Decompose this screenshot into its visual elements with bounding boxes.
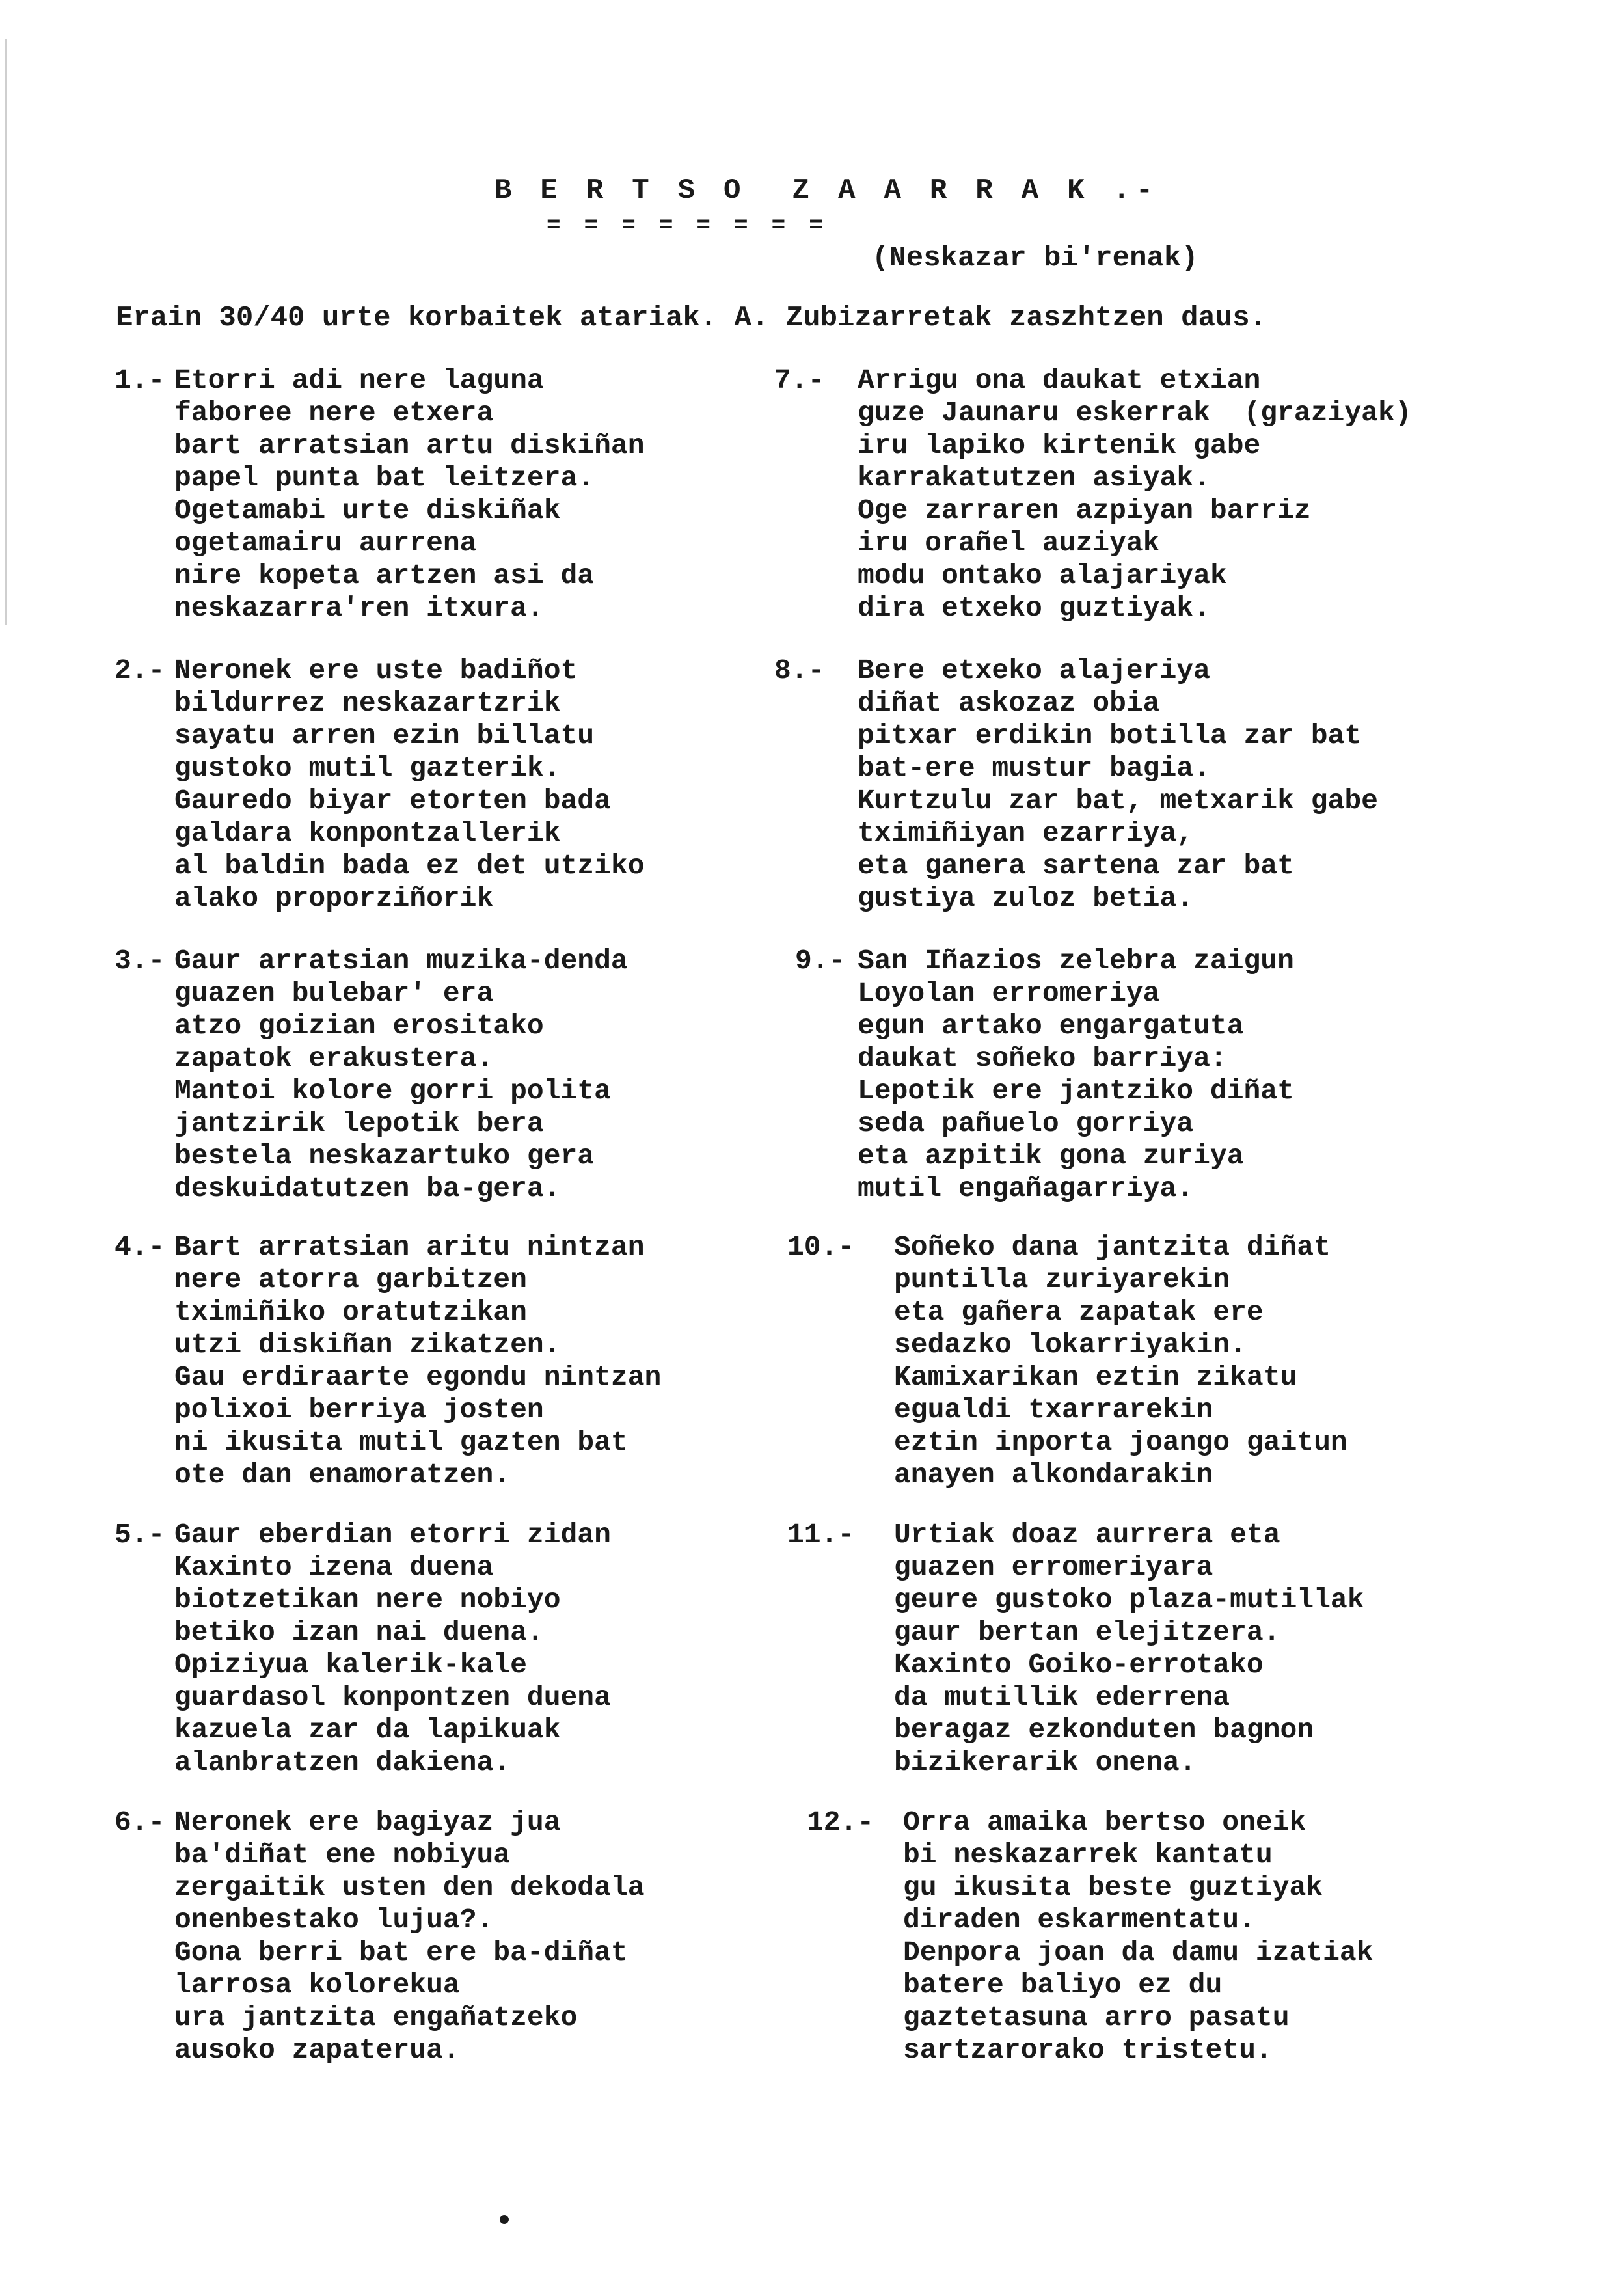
verse-line: bizikerarik onena. [894,1746,1197,1778]
stanza-number: 9.- [795,945,846,977]
verse-line: karrakatutzen asiyak. [858,462,1210,494]
verse-line: gaur bertan elejitzera. [894,1616,1280,1648]
verse-line: alako proporziñorik [174,882,494,914]
verse-line: egualdi txarrarekin [894,1394,1213,1426]
verse-line: onenbestako lujua?. [174,1904,494,1936]
stanza-12 [807,1806,1594,2080]
verse-line: ausoko zapaterua. [174,2034,460,2066]
verse-line: guardasol konpontzen duena [174,1681,611,1713]
stanza-number: 3.- [115,945,165,977]
verse-line: Ogetamabi urte diskiñak [174,495,561,526]
verse-line: eztin inporta joango gaitun [894,1426,1347,1458]
verse-line: gustiya zuloz betia. [858,882,1194,914]
stanza-lines [894,1519,1364,1779]
verse-line: alanbratzen dakiena. [174,1746,511,1778]
verse-line: guazen erromeriyara [894,1551,1213,1583]
verse-line: Soñeko dana jantzita diñat [894,1231,1331,1263]
verse-line: eta azpitik gona zuriya [858,1140,1244,1172]
verse-line: Etorri adi nere laguna [174,364,544,396]
verse-line: bart arratsian artu diskiñan [174,429,645,461]
verse-line: modu ontako alajariyak [858,560,1227,591]
verse-line: bestela neskazartuko gera [174,1140,595,1172]
verse-line: zergaitik usten den dekodala [174,1871,645,1903]
verse-line: seda pañuelo gorriya [858,1107,1194,1139]
verse-line: da mutillik ederrena [894,1681,1230,1713]
verse-line: Neronek ere bagiyaz jua [174,1806,561,1838]
verse-line: pitxar erdikin botilla zar bat [858,720,1362,752]
stanza-number: 5.- [115,1519,165,1551]
title-underline: = = = = = = = = [547,212,828,239]
verse-line: Oge zarraren azpiyan barriz [858,495,1311,526]
stanza-number: 2.- [115,655,165,686]
stanza-2 [115,655,765,928]
verse-line: bat-ere mustur bagia. [858,752,1210,784]
verse-line: jantzirik lepotik bera [174,1107,544,1139]
stanza-number: 8.- [774,655,825,686]
stanza-6 [115,1806,765,2080]
verse-line: papel punta bat leitzera. [174,462,595,494]
verse-line: Kaxinto izena duena [174,1551,494,1583]
stanza-8 [774,655,1594,928]
stanza-lines [858,655,1378,915]
stanza-lines [174,945,628,1205]
verse-line: guze Jaunaru eskerrak (graziyak) [858,397,1412,429]
verse-line: Kurtzulu zar bat, metxarik gabe [858,785,1378,817]
verse-line: Opiziyua kalerik-kale [174,1649,527,1681]
verse-line: egun artako engargatuta [858,1010,1244,1042]
stanza-number: 1.- [115,364,165,396]
verse-line: geure gustoko plaza-mutillak [894,1584,1364,1616]
verse-line: bi neskazarrek kantatu [903,1839,1273,1871]
verse-line: galdara konpontzallerik [174,817,561,849]
verse-line: bildurrez neskazartzrik [174,687,561,719]
verse-line: Gaur eberdian etorri zidan [174,1519,611,1551]
verse-line: sedazko lokarriyakin. [894,1329,1247,1361]
verse-line: tximiñiyan ezarriya, [858,817,1194,849]
verse-line: Kaxinto Goiko-errotako [894,1649,1264,1681]
verse-line: larrosa kolorekua [174,1969,460,2001]
verse-line: ni ikusita mutil gazten bat [174,1426,628,1458]
verse-line: eta gañera zapatak ere [894,1296,1264,1328]
verse-line: Gona berri bat ere ba-diñat [174,1936,628,1968]
verse-line: Urtiak doaz aurrera eta [894,1519,1280,1551]
verse-line: Denpora joan da damu izatiak [903,1936,1374,1968]
verse-line: San Iñazios zelebra zaigun [858,945,1294,977]
verse-line: ura jantzita engañatzeko [174,2002,578,2033]
verse-line: daukat soñeko barriya: [858,1042,1227,1074]
stanza-9 [795,945,1595,1218]
verse-line: deskuidatutzen ba-gera. [174,1173,561,1204]
verse-line: puntilla zuriyarekin [894,1264,1230,1296]
verse-line: nire kopeta artzen asi da [174,560,595,591]
verse-line: Loyolan erromeriya [858,977,1160,1009]
stanza-lines [894,1231,1347,1491]
verse-line: diraden eskarmentatu. [903,1904,1256,1936]
verse-line: Gaur arratsian muzika-denda [174,945,628,977]
verse-line: utzi diskiñan zikatzen. [174,1329,561,1361]
page-dot-mark [500,2215,509,2224]
verse-line: sayatu arren ezin billatu [174,720,595,752]
stanza-number: 11.- [787,1519,855,1551]
verse-line: ogetamairu aurrena [174,527,477,559]
stanza-7 [774,364,1594,638]
stanza-11 [787,1519,1594,1792]
verse-line: polixoi berriya josten [174,1394,544,1426]
verse-line: dira etxeko guztiyak. [858,592,1210,624]
verse-line: Orra amaika bertso oneik [903,1806,1306,1838]
verse-line: biotzetikan nere nobiyo [174,1584,561,1616]
stanza-number: 7.- [774,364,825,396]
verse-line: Gau erdiraarte egondu nintzan [174,1361,662,1393]
verse-line: Arrigu ona daukat etxian [858,364,1261,396]
verse-line: tximiñiko oratutzikan [174,1296,527,1328]
verse-line: mutil engañagarriya. [858,1173,1194,1204]
stanza-number: 12.- [807,1806,874,1838]
stanza-number: 4.- [115,1231,165,1263]
verse-line: Bere etxeko alajeriya [858,655,1210,686]
verse-line: iru lapiko kirtenik gabe [858,429,1261,461]
stanza-lines [174,364,645,625]
verse-line: beragaz ezkonduten bagnon [894,1714,1314,1746]
stanza-10 [787,1231,1594,1504]
stanza-number: 6.- [115,1806,165,1838]
verse-line: anayen alkondarakin [894,1459,1213,1491]
stanza-number: 10.- [787,1231,855,1263]
intro-line: Erain 30/40 urte korbaitek atariak. A. Zubizarretak zaszhtzen daus. [116,302,1267,334]
verse-line: Kamixarikan eztin zikatu [894,1361,1297,1393]
verse-line: gustoko mutil gazterik. [174,752,561,784]
stanza-lines [903,1806,1374,2067]
verse-line: ote dan enamoratzen. [174,1459,511,1491]
verse-line: atzo goizian erositako [174,1010,544,1042]
stanza-3 [115,945,765,1218]
stanza-5 [115,1519,765,1792]
verse-line: iru orañel auziyak [858,527,1160,559]
stanza-lines [174,1519,611,1779]
stanza-lines [858,364,1412,625]
verse-line: ba'diñat ene nobiyua [174,1839,511,1871]
stanza-4 [115,1231,765,1504]
verse-line: zapatok erakustera. [174,1042,494,1074]
verse-line: kazuela zar da lapikuak [174,1714,561,1746]
stanza-lines [858,945,1294,1205]
verse-line: Lepotik ere jantziko diñat [858,1075,1294,1107]
verse-line: nere atorra garbitzen [174,1264,527,1296]
document-subtitle: (Neskazar bi'renak) [872,242,1198,275]
verse-line: guazen bulebar' era [174,977,494,1009]
verse-line: Mantoi kolore gorri polita [174,1075,611,1107]
verse-line: Gauredo biyar etorten bada [174,785,611,817]
verse-line: Bart arratsian aritu nintzan [174,1231,645,1263]
verse-line: sartzarorako tristetu. [903,2034,1273,2066]
stanza-1 [115,364,765,638]
verse-line: gaztetasuna arro pasatu [903,2002,1290,2033]
verse-line: gu ikusita beste guztiyak [903,1871,1323,1903]
stanza-lines [174,1806,645,2067]
page-edge-line [5,39,7,625]
verse-line: neskazarra'ren itxura. [174,592,544,624]
verse-line: diñat askozaz obia [858,687,1160,719]
verse-line: eta ganera sartena zar bat [858,850,1294,882]
verse-line: betiko izan nai duena. [174,1616,544,1648]
stanza-lines [174,1231,661,1491]
verse-line: batere baliyo ez du [903,1969,1223,2001]
verse-line: Neronek ere uste badiñot [174,655,578,686]
verse-line: faboree nere etxera [174,397,494,429]
document-title: B E R T S O Z A A R R A K .- [494,174,1159,207]
stanza-lines [174,655,645,915]
verse-line: al baldin bada ez det utziko [174,850,645,882]
